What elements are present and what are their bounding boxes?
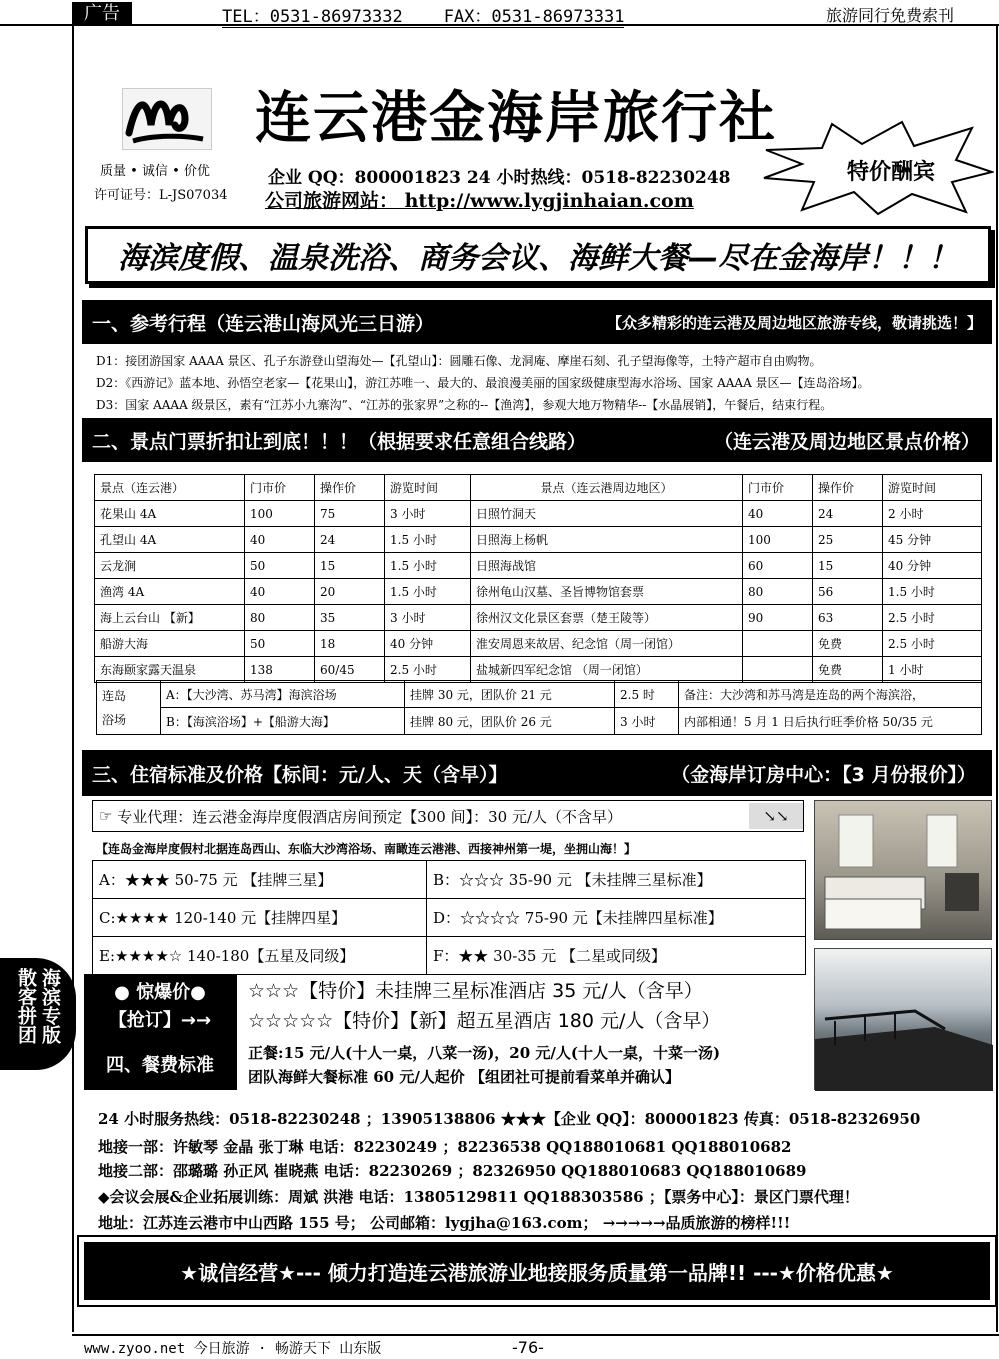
contact-dept1: 地接一部：许敏琴 金晶 张丁琳 电话：82230249 ；82236538 QQ188010681 QQ188010682 <box>98 1138 792 1156</box>
company-name: 连云港金海岸旅行社 <box>255 85 777 151</box>
table-cell: 1.5 小时 <box>385 553 471 579</box>
table-cell: 徐州汉文化景区套票（楚王陵等） <box>471 605 743 631</box>
table-cell: 24 <box>315 527 385 553</box>
ad-tag: 广告 <box>72 2 132 26</box>
agent-line <box>92 800 804 832</box>
table-header-cell: 游览时间 <box>883 475 982 501</box>
ticket-price-table <box>94 474 982 683</box>
table-header-cell: 门市价 <box>245 475 315 501</box>
table-cell: 2.5 时 <box>615 681 679 708</box>
table-header-cell: 景点（连云港） <box>95 475 245 501</box>
table-cell: 船游大海 <box>95 631 245 657</box>
bottom-banner: ★诚信经营★--- 倾力打造连云港旅游业地接服务质量第一品牌!! ---★价格优惠★ <box>82 1240 992 1302</box>
table-cell: 1.5 小时 <box>385 527 471 553</box>
section3-right: （金海岸订房中心：【3 月份报价】） <box>671 763 976 786</box>
section3-title: 三、住宿标准及价格【标间：元/人、天（含早）】 <box>92 763 508 786</box>
footer-text: www.zyoo.net 今日旅游 · 畅游天下 山东版 <box>84 1341 382 1357</box>
table-cell: 138 <box>245 657 315 683</box>
table-cell: 盐城新四军纪念馆 （周一闭馆） <box>471 657 743 683</box>
arrow-icons: ↘↘ <box>749 803 803 829</box>
table-cell: 100 <box>743 527 813 553</box>
table-cell: C:★★★★ 120-140 元【挂牌四星】 <box>93 899 427 937</box>
table-cell: 40 分钟 <box>883 553 982 579</box>
table-cell: A：★★★ 50-75 元 【挂牌三星】 <box>93 861 427 899</box>
table-cell: 80 <box>743 579 813 605</box>
table-header-cell: 门市价 <box>743 475 813 501</box>
table-cell: 40 <box>245 579 315 605</box>
table-cell: 3 小时 <box>615 708 679 735</box>
contact-address: 地址：江苏连云港市中山西路 155 号； 公司邮箱：lygjha@163.com； →→→→→品质旅游的榜样!!! <box>98 1214 791 1232</box>
main-slogan: 海滨度假、温泉洗浴、商务会议、海鲜大餐—尽在金海岸！！！ <box>85 226 991 284</box>
table-cell: D：☆☆☆☆ 75-90 元【未挂牌四星标准】 <box>427 899 806 937</box>
table-cell: 50 <box>245 631 315 657</box>
section2-right: （连云港及周边地区景点价格） <box>713 430 980 453</box>
table-cell: 备注：大沙湾和苏马湾是连岛的两个海滨浴， <box>679 681 982 708</box>
table-cell: 15 <box>315 553 385 579</box>
table-cell: 75 <box>315 501 385 527</box>
section1-note: 【众多精彩的连云港及周边地区旅游专线，敬请挑选！】 <box>606 313 982 332</box>
footer-divider <box>72 1334 999 1336</box>
table-row <box>95 579 982 605</box>
table-row <box>95 605 982 631</box>
table-cell: 挂牌 30 元，团队价 21 元 <box>405 681 615 708</box>
table-cell <box>743 657 813 683</box>
table-cell: 15 <box>813 553 883 579</box>
table-header-cell: 游览时间 <box>385 475 471 501</box>
liandao-label <box>97 681 161 735</box>
table-cell: 1 小时 <box>883 657 982 683</box>
table-cell: 云龙涧 <box>95 553 245 579</box>
table-row <box>95 553 982 579</box>
table-cell <box>743 631 813 657</box>
table-cell: A：【大沙湾、苏马湾】海滨浴场 <box>161 681 405 708</box>
table-cell: 淮安周恩来故居、纪念馆（周一闭馆） <box>471 631 743 657</box>
table-cell: 80 <box>245 605 315 631</box>
table-cell: B：【海滨浴场】+【船游大海】 <box>161 708 405 735</box>
table-row <box>97 708 982 735</box>
table-cell: 日照竹洞天 <box>471 501 743 527</box>
table-cell: 40 <box>245 527 315 553</box>
table-cell: 1.5 小时 <box>385 579 471 605</box>
seaside-boardwalk-photo <box>814 948 992 1090</box>
table-header-cell: 操作价 <box>813 475 883 501</box>
table-cell: 渔湾 4A <box>95 579 245 605</box>
section2-title: 二、景点门票折扣让到底！！！（根据要求任意组合线路） <box>92 430 587 453</box>
section2-header <box>82 418 992 462</box>
pointing-hand-icon: ☞ <box>99 807 118 825</box>
table-cell: 45 分钟 <box>883 527 982 553</box>
agent-text: 专业代理：连云港金海岸度假酒店房间预定【300 间】：30 元/人（不含早） <box>117 807 623 826</box>
contact-hotline: 24 小时服务热线：0518-82230248 ；13905138806 ★★★【企业 QQ】：800001823 传真：0518-82326950 <box>98 1110 921 1128</box>
table-row <box>93 861 806 899</box>
table-cell: 2.5 小时 <box>883 631 982 657</box>
meal-title: 四、餐费标准 <box>84 1038 236 1090</box>
side-tab <box>0 958 76 1070</box>
table-cell: 日照海战馆 <box>471 553 743 579</box>
table-row <box>95 501 982 527</box>
table-cell: 18 <box>315 631 385 657</box>
tel-fax: TEL：0531-86973332 FAX：0531-86973331 <box>222 2 624 28</box>
special-item-1: ☆☆☆【特价】未挂牌三星标准酒店 35 元/人（含早） <box>248 980 703 1002</box>
hotel-price-table <box>92 860 806 975</box>
table-row <box>95 631 982 657</box>
section3-header <box>82 750 992 796</box>
resort-location: 【连岛金海岸度假村北据连岛西山、东临大沙湾浴场、南瞰连云港港、西接神州第一堤，坐拥山海！】 <box>96 841 637 856</box>
table-cell: 3 小时 <box>385 605 471 631</box>
itinerary-day3: D3：国家 AAAA 级景区，素有“江苏小九寨沟”、“江苏的张家界”之称的--【渔湾】，参观大地万物精华--【水晶展销】，午餐后，结束行程。 <box>96 398 833 412</box>
table-cell: 60/45 <box>315 657 385 683</box>
meal-line-2: 团队海鲜大餐标准 60 元/人起价 【组团社可提前看菜单并确认】 <box>248 1068 681 1086</box>
table-cell: 90 <box>743 605 813 631</box>
table-cell: 东海颐家露天温泉 <box>95 657 245 683</box>
table-cell: 免费 <box>813 657 883 683</box>
table-cell: 孔望山 4A <box>95 527 245 553</box>
table-cell: 日照海上杨帆 <box>471 527 743 553</box>
special-line2: 【抢订】→→ <box>108 1010 212 1031</box>
table-row <box>97 681 982 708</box>
table-cell: 2 小时 <box>883 501 982 527</box>
company-motto: 质量 • 诚信 • 价优 <box>100 164 210 179</box>
table-cell: 3 小时 <box>385 501 471 527</box>
table-cell: F：★★ 30-35 元 【二星或同级】 <box>427 937 806 975</box>
table-cell: 徐州龟山汉墓、圣旨博物馆套票 <box>471 579 743 605</box>
liandao-beach-table <box>96 680 982 735</box>
table-cell: 40 <box>743 501 813 527</box>
table-cell: E:★★★★☆ 140-180【五星及同级】 <box>93 937 427 975</box>
contact-dept2: 地接二部：邵璐璐 孙正风 崔晓燕 电话：82230269 ；82326950 QQ188010683 QQ188010689 <box>98 1162 807 1180</box>
table-cell: 100 <box>245 501 315 527</box>
special-item-2: ☆☆☆☆☆【特价】【新】超五星酒店 180 元/人（含早） <box>248 1010 721 1032</box>
table-cell: 1.5 小时 <box>883 579 982 605</box>
table-cell: 内部相通！5 月 1 日后执行旺季价格 50/35 元 <box>679 708 982 735</box>
table-header-row <box>95 475 982 501</box>
special-price-box <box>84 974 236 1038</box>
table-cell: B：☆☆☆ 35-90 元 【未挂牌三星标准】 <box>427 861 806 899</box>
side-tab-col1: 海滨专版 <box>39 968 61 1044</box>
table-cell: 40 分钟 <box>385 631 471 657</box>
table-cell: 2.5 小时 <box>385 657 471 683</box>
table-cell: 挂牌 80 元，团队价 26 元 <box>405 708 615 735</box>
qq-hotline: 企业 QQ：800001823 24 小时热线：0518-82230248 <box>268 168 731 188</box>
table-cell: 24 <box>813 501 883 527</box>
liandao-label-line1: 连岛 <box>102 688 127 703</box>
table-header-cell: 景点（连云港周边地区） <box>471 475 743 501</box>
section1-title: 一、参考行程（连云港山海风光三日游） <box>92 312 435 335</box>
table-header-cell: 操作价 <box>315 475 385 501</box>
table-cell: 60 <box>743 553 813 579</box>
table-row <box>95 657 982 683</box>
license-number: 许可证号：L-JS07034 <box>94 188 228 203</box>
liandao-label-line2: 浴场 <box>102 712 127 727</box>
table-row <box>93 937 806 975</box>
page-number: -76- <box>512 1338 544 1357</box>
table-cell: 50 <box>245 553 315 579</box>
table-row <box>95 527 982 553</box>
table-cell: 免费 <box>813 631 883 657</box>
side-tab-col2: 散客拼团 <box>15 968 37 1044</box>
header-right-text: 旅游同行免费索刊 <box>826 6 955 25</box>
table-cell: 35 <box>315 605 385 631</box>
table-cell: 2.5 小时 <box>883 605 982 631</box>
contact-conference: ◆会议会展&企业拓展训练：周斌 洪港 电话：13805129811 QQ188303586 ；【票务中心】：景区门票代理！ <box>98 1188 859 1206</box>
table-cell: 海上云台山 【新】 <box>95 605 245 631</box>
meal-line-1: 正餐:15 元/人(十人一桌，八菜一汤)，20 元/人(十人一桌，十菜一汤) <box>248 1044 721 1062</box>
table-cell: 56 <box>813 579 883 605</box>
table-cell: 63 <box>813 605 883 631</box>
table-cell: 25 <box>813 527 883 553</box>
company-logo-icon <box>122 88 212 150</box>
section1-header <box>82 300 992 344</box>
website-link[interactable]: 公司旅游网站： http://www.lygjinhaian.com <box>265 190 694 212</box>
itinerary-day2: D2：《西游记》蓝本地、孙悟空老家—【花果山】，游江苏唯一、最大的、最浪漫美丽的国家级健康型海水浴场、国家 AAAA 景区—【连岛浴场】。 <box>96 376 870 390</box>
itinerary-day1: D1：接团游国家 AAAA 景区、孔子东游登山望海处—【孔望山】：圆雕石像、龙洞庵、摩崖石刻、孔子望海像等，土特产超市自由购物。 <box>96 354 822 368</box>
table-cell: 20 <box>315 579 385 605</box>
special-line1: ● 惊爆价● <box>114 982 206 1003</box>
table-row <box>93 899 806 937</box>
hotel-room-photo <box>814 800 992 940</box>
table-cell: 花果山 4A <box>95 501 245 527</box>
special-offer-badge: 特价酬宾 <box>846 160 935 185</box>
